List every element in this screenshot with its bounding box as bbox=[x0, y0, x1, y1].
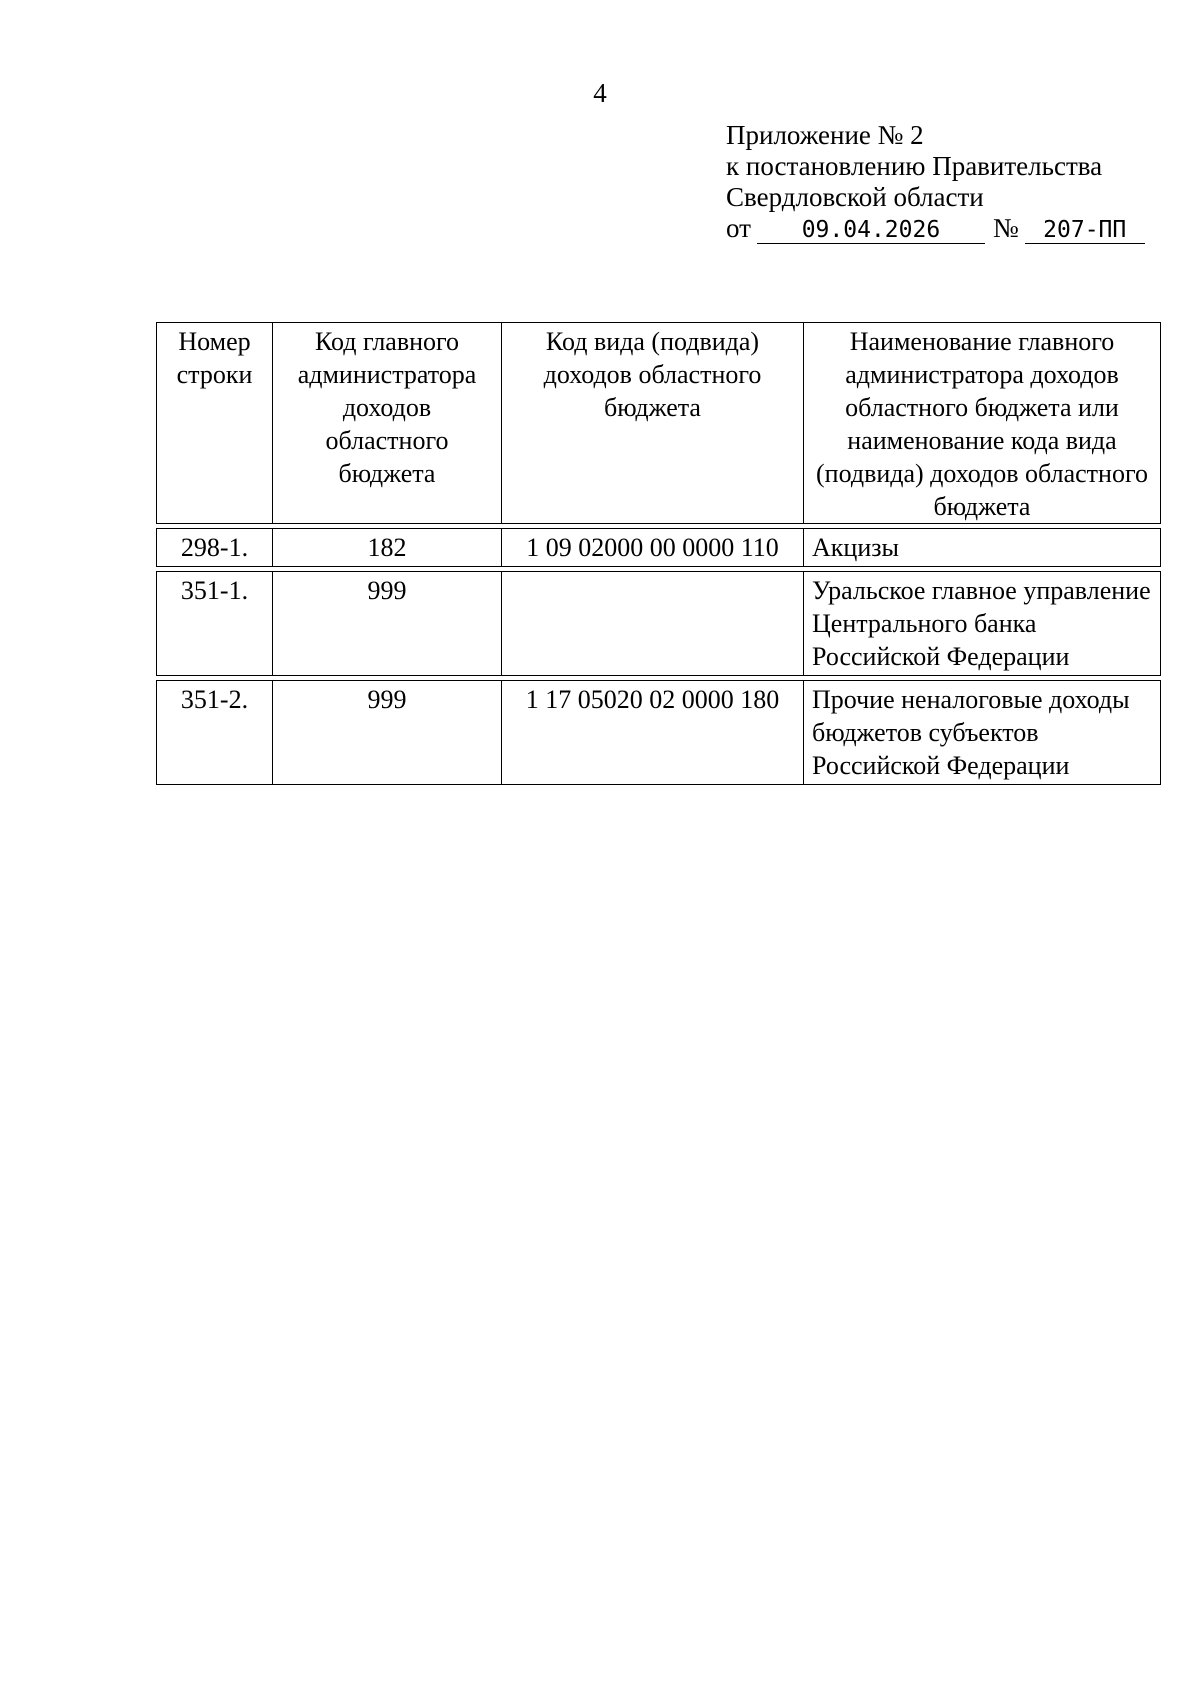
admin-code: 182 bbox=[272, 528, 501, 567]
table-header-row bbox=[156, 322, 1161, 524]
income-name: Прочие неналоговые доходы бюджетов субъектов Российской Федерации bbox=[803, 680, 1161, 785]
admin-code: 999 bbox=[272, 571, 501, 676]
income-code: 1 09 02000 00 0000 110 bbox=[501, 528, 803, 567]
header-income-code: Код вида (подвида) доходов областного бюджета bbox=[501, 322, 803, 524]
appendix-resolution: к постановлению Правительства bbox=[726, 151, 1103, 181]
table-row bbox=[156, 528, 1161, 567]
admin-code: 999 bbox=[272, 680, 501, 785]
row-number: 351-2. bbox=[156, 680, 272, 785]
income-code bbox=[501, 571, 803, 676]
income-name: Акцизы bbox=[803, 528, 1161, 567]
income-name: Уральское главное управление Центрального банка Российской Федерации bbox=[803, 571, 1161, 676]
resolution-number: 207-ПП bbox=[1025, 217, 1145, 244]
row-number: 351-1. bbox=[156, 571, 272, 676]
appendix-date-line bbox=[726, 213, 1145, 244]
header-name: Наименование главного администратора доходов областного бюджета или наименование кода вида (подвида) доходов областного бюджета bbox=[803, 322, 1161, 524]
date-prefix: от bbox=[726, 213, 751, 243]
resolution-date: 09.04.2026 bbox=[757, 217, 985, 244]
appendix-block bbox=[726, 120, 1145, 244]
header-row-number: Номер строки bbox=[156, 322, 272, 524]
header-admin-code: Код главного администратора доходов областного бюджета bbox=[272, 322, 501, 524]
table-row bbox=[156, 680, 1161, 785]
page-number: 4 bbox=[593, 78, 607, 108]
appendix-title: Приложение № 2 bbox=[726, 120, 924, 150]
revenue-codes-table bbox=[156, 318, 1161, 789]
table-row bbox=[156, 571, 1161, 676]
number-prefix: № bbox=[992, 213, 1019, 243]
appendix-region: Свердловской области bbox=[726, 182, 984, 212]
income-code: 1 17 05020 02 0000 180 bbox=[501, 680, 803, 785]
row-number: 298-1. bbox=[156, 528, 272, 567]
